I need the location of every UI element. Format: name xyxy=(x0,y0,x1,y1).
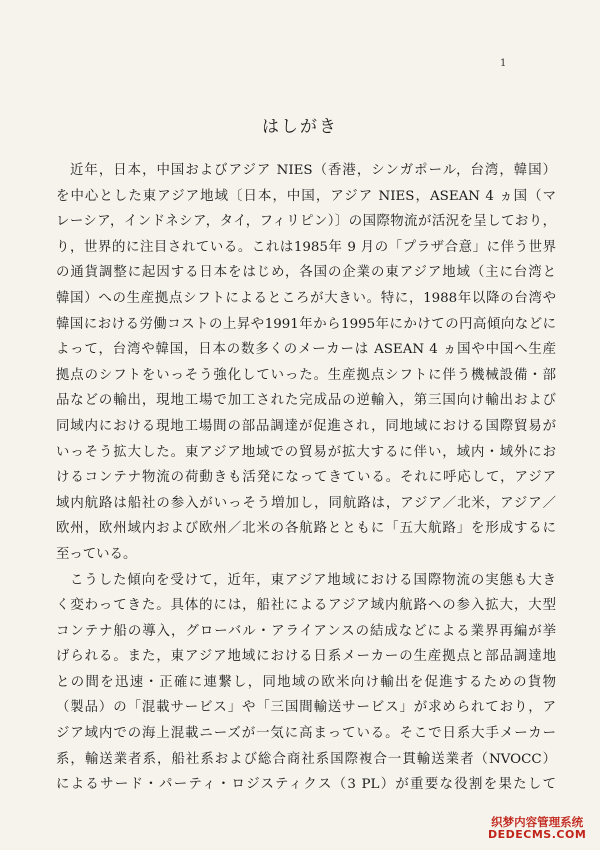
text-line: 系，輸送業者系，船社系および総合商社系国際複合一貫輸送業者（NVOCC） xyxy=(56,751,556,767)
text-line: こうした傾向を受けて，近年，東アジア地域における国際物流の実態も大き xyxy=(70,572,556,588)
text-line: ジア域内での海上混載ニーズが一気に高まっている。そこで日系大手メーカー xyxy=(56,726,556,742)
text-line: 韓国における労働コストの上昇や1991年から1995年にかけての円高傾向などに xyxy=(56,316,556,332)
text-line: く変わってきた。具体的には，船社によるアジア域内航路への参入拡大，大型 xyxy=(56,598,556,614)
body-text xyxy=(56,158,556,798)
watermark xyxy=(488,816,586,842)
text-line: 同域内における現地工場間の部品調達が促進され，同地域における国際貿易が xyxy=(56,418,556,434)
watermark-line1: 织梦内容管理系统 xyxy=(491,815,584,829)
text-line: コンテナ船の導入，グローバル・アライアンスの結成などによる業界再編が挙 xyxy=(56,623,556,639)
page-number: 1 xyxy=(500,58,507,69)
watermark-line2: DEDECMS.COM xyxy=(488,828,587,842)
text-line: 品などの輸出，現地工場で加工された完成品の逆輸入，第三国向け輸出および xyxy=(56,393,556,409)
text-line: を中心とした東アジア地域〔日本，中国，アジア NIES，ASEAN 4 ヵ国（マ xyxy=(56,188,556,204)
text-line: げられる。また，東アジア地域における日系メーカーの生産拠点と部品調達地 xyxy=(56,649,556,665)
text-line: 欧州，欧州域内および欧州／北米の各航路とともに「五大航路」を形成するに xyxy=(56,521,556,537)
text-line: 域内航路は船社の参入がいっそう増加し，同航路は，アジア／北米，アジア／ xyxy=(56,495,556,511)
text-line: り，世界的に注目されている。これは1985年 9 月の「プラザ合意」に伴う世界 xyxy=(56,239,556,255)
text-line: との間を迅速・正確に連繋し，同地域の欧米向け輸出を促進するための貨物 xyxy=(56,674,556,690)
text-line: いっそう拡大した。東アジア地域での貿易が拡大するに伴い，域内・域外にお xyxy=(56,444,556,460)
text-line: 近年，日本，中国およびアジア NIES（香港，シンガポール，台湾，韓国） xyxy=(70,163,556,178)
text-line: よって，台湾や韓国，日本の数多くのメーカーは ASEAN 4 ヵ国や中国へ生産 xyxy=(56,342,556,358)
text-line: 拠点のシフトをいっそう強化していった。生産拠点シフトに伴う機械設備・部 xyxy=(56,367,556,383)
text-line: （製品）の「混載サービス」や「三国間輸送サービス」が求められており，ア xyxy=(56,700,556,716)
text-line: によるサード・パーティ・ロジスティクス（3 PL）が重要な役割を果たして xyxy=(56,777,556,793)
page-title: はしがき xyxy=(262,117,338,137)
text-line: けるコンテナ物流の荷動きも活発になってきている。それに呼応して，アジア xyxy=(56,470,556,486)
text-line: レーシア，インドネシア，タイ，フィリピン）〕の国際物流が活況を呈しており， xyxy=(56,214,556,230)
text-line: 韓国）への生産拠点シフトによるところが大きい。特に，1988年以降の台湾や xyxy=(56,290,556,306)
text-line: 至っている。 xyxy=(56,546,137,562)
text-line: の通貨調整に起因する日本をはじめ，各国の企業の東アジア地域（主に台湾と xyxy=(56,265,556,281)
